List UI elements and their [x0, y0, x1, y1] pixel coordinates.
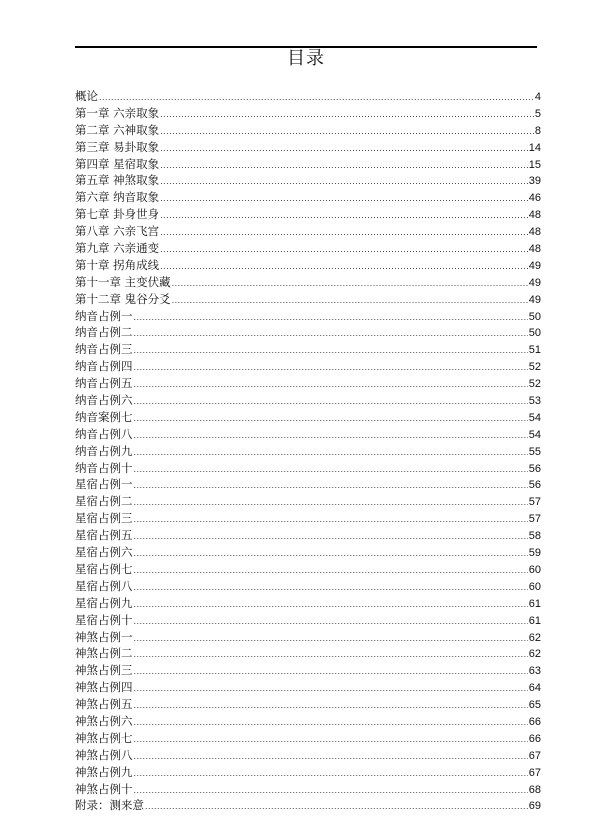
- toc-entry-page-number: 39: [528, 175, 541, 188]
- toc-entry-page-number: 57: [528, 496, 541, 509]
- toc-entry-page-number: 61: [528, 614, 541, 627]
- toc-entry-page-number: 59: [528, 547, 541, 560]
- toc-entry[interactable]: [75, 375, 541, 392]
- toc-entry-page-number: 4: [534, 91, 541, 103]
- toc-entry[interactable]: [75, 426, 541, 443]
- dot-leader: [134, 410, 528, 427]
- toc-entry-label: 第七章 卦身世身: [75, 207, 160, 222]
- toc-entry[interactable]: [75, 662, 541, 679]
- toc-entry-page-number: 54: [528, 428, 541, 441]
- toc-entry-label: 神煞占例十: [75, 781, 133, 796]
- dot-leader: [134, 461, 528, 478]
- toc-entry-label: 星宿占例一: [75, 477, 133, 492]
- dot-leader: [99, 89, 534, 106]
- toc-entry-page-number: 8: [534, 124, 541, 137]
- toc-entry-page-number: 5: [534, 107, 541, 120]
- toc-entry-label: 神煞占例五: [75, 697, 133, 712]
- toc-entry-label: 第十二章 鬼谷分爻: [75, 291, 171, 306]
- toc-entry-label: 纳音占例二: [75, 325, 133, 340]
- toc-entry[interactable]: [75, 189, 541, 206]
- toc-entry-page-number: 68: [528, 783, 541, 796]
- toc-entry-page-number: 64: [528, 682, 541, 695]
- toc-entry-label: 第四章 星宿取象: [75, 156, 160, 171]
- toc-entry[interactable]: [75, 764, 541, 781]
- toc-entry[interactable]: [75, 223, 541, 240]
- dot-leader: [134, 393, 528, 410]
- dot-leader: [134, 782, 528, 799]
- toc-entry-label: 第五章 神煞取象: [75, 173, 160, 188]
- toc-entry-page-number: 52: [528, 378, 541, 391]
- toc-entry-page-number: 60: [528, 563, 541, 576]
- toc-entry-label: 星宿占例八: [75, 578, 133, 593]
- toc-entry[interactable]: [75, 696, 541, 713]
- toc-list: [75, 88, 541, 814]
- dot-leader: [134, 748, 528, 765]
- toc-entry-page-number: 62: [528, 631, 541, 644]
- dot-leader: [134, 376, 528, 393]
- toc-entry-label: 附录：测来意: [75, 798, 144, 813]
- toc-entry[interactable]: [75, 206, 541, 223]
- dot-leader: [134, 613, 528, 630]
- dot-leader: [134, 528, 528, 545]
- dot-leader: [172, 275, 528, 292]
- dot-leader: [134, 579, 528, 596]
- dot-leader: [134, 511, 528, 528]
- toc-entry-label: 神煞占例二: [75, 646, 133, 661]
- toc-entry-page-number: 67: [528, 749, 541, 762]
- dot-leader: [134, 680, 528, 697]
- toc-entry-label: 星宿占例七: [75, 561, 133, 576]
- dot-leader: [160, 207, 528, 224]
- toc-entry[interactable]: [75, 476, 541, 493]
- dot-leader: [134, 596, 528, 613]
- dot-leader: [134, 342, 528, 359]
- toc-entry-page-number: 66: [528, 732, 541, 745]
- toc-entry-label: 神煞占例四: [75, 680, 133, 695]
- toc-entry-label: 纳音案例七: [75, 409, 133, 424]
- toc-entry[interactable]: [75, 156, 541, 173]
- toc-entry-label: 星宿占例六: [75, 545, 133, 560]
- toc-entry[interactable]: [75, 730, 541, 747]
- toc-entry-page-number: 54: [528, 411, 541, 424]
- toc-entry-page-number: 15: [528, 158, 541, 171]
- dot-leader: [134, 765, 528, 782]
- toc-entry-label: 第八章 六亲飞宫: [75, 224, 160, 239]
- toc-entry-label: 第十章 拐角成线: [75, 257, 160, 272]
- toc-entry-page-number: 49: [528, 259, 541, 272]
- toc-entry-page-number: 50: [528, 327, 541, 340]
- toc-entry-page-number: 60: [528, 580, 541, 593]
- toc-entry-page-number: 48: [528, 226, 541, 239]
- dot-leader: [134, 444, 528, 461]
- toc-entry-page-number: 51: [528, 344, 541, 357]
- toc-entry[interactable]: [75, 527, 541, 544]
- toc-entry-label: 星宿占例九: [75, 595, 133, 610]
- toc-entry[interactable]: [75, 308, 541, 325]
- dot-leader: [160, 258, 528, 275]
- toc-entry[interactable]: [75, 561, 541, 578]
- dot-leader: [134, 663, 528, 680]
- toc-entry[interactable]: [75, 358, 541, 375]
- toc-entry-label: 第一章 六亲取象: [75, 105, 160, 120]
- dot-leader: [134, 545, 528, 562]
- toc-entry-label: 星宿占例十: [75, 612, 133, 627]
- toc-entry-page-number: 56: [528, 479, 541, 492]
- toc-entry-page-number: 49: [528, 293, 541, 306]
- toc-entry[interactable]: [75, 291, 541, 308]
- toc-entry[interactable]: [75, 645, 541, 662]
- dot-leader: [134, 477, 528, 494]
- toc-entry-label: 纳音占例一: [75, 308, 133, 323]
- dot-leader: [134, 325, 528, 342]
- toc-entry-label: 神煞占例三: [75, 663, 133, 678]
- toc-entry-label: 纳音占例十: [75, 460, 133, 475]
- toc-entry[interactable]: [75, 240, 541, 257]
- toc-entry-label: 神煞占例六: [75, 713, 133, 728]
- toc-entry-page-number: 46: [528, 192, 541, 205]
- toc-entry-label: 神煞占例八: [75, 747, 133, 762]
- toc-entry-page-number: 55: [528, 445, 541, 458]
- toc-entry-label: 星宿占例五: [75, 528, 133, 543]
- toc-entry-label: 第三章 易卦取象: [75, 139, 160, 154]
- toc-entry-label: 第二章 六神取象: [75, 122, 160, 137]
- toc-entry-page-number: 62: [528, 648, 541, 661]
- toc-entry-label: 纳音占例三: [75, 342, 133, 357]
- toc-entry-page-number: 52: [528, 361, 541, 374]
- dot-leader: [160, 224, 528, 241]
- toc-entry[interactable]: [75, 105, 541, 122]
- dot-leader: [160, 140, 528, 157]
- toc-entry-label: 第九章 六亲通变: [75, 241, 160, 256]
- toc-entry-label: 概论: [75, 89, 98, 103]
- dot-leader: [134, 309, 528, 326]
- dot-leader: [134, 359, 528, 376]
- toc-entry[interactable]: [75, 781, 541, 798]
- toc-entry[interactable]: [75, 679, 541, 696]
- toc-entry[interactable]: [75, 122, 541, 139]
- toc-entry-label: 神煞占例九: [75, 764, 133, 779]
- toc-entry-page-number: 58: [528, 530, 541, 543]
- toc-entry[interactable]: [75, 578, 541, 595]
- toc-entry[interactable]: [75, 172, 541, 189]
- toc-entry-page-number: 48: [528, 209, 541, 222]
- dot-leader: [172, 292, 528, 309]
- dot-leader: [134, 697, 528, 714]
- toc-entry-label: 纳音占例八: [75, 426, 133, 441]
- toc-entry[interactable]: [75, 88, 541, 105]
- toc-entry-page-number: 53: [528, 395, 541, 408]
- toc-entry[interactable]: [75, 274, 541, 291]
- toc-entry-page-number: 50: [528, 310, 541, 323]
- toc-entry-page-number: 48: [528, 243, 541, 256]
- dot-leader: [160, 106, 534, 123]
- toc-entry[interactable]: [75, 324, 541, 341]
- dot-leader: [134, 646, 528, 663]
- dot-leader: [160, 190, 528, 207]
- toc-entry[interactable]: [75, 493, 541, 510]
- toc-entry-label: 第十一章 主变伏藏: [75, 274, 171, 289]
- dot-leader: [145, 798, 528, 815]
- toc-entry[interactable]: [75, 612, 541, 629]
- toc-entry-label: 神煞占例一: [75, 629, 133, 644]
- toc-entry-page-number: 14: [528, 141, 541, 154]
- toc-entry-page-number: 56: [528, 462, 541, 475]
- toc-entry-label: 纳音占例五: [75, 376, 133, 391]
- toc-entry-label: 星宿占例三: [75, 511, 133, 526]
- toc-entry-page-number: 69: [528, 800, 541, 813]
- toc-entry[interactable]: [75, 409, 541, 426]
- dot-leader: [134, 714, 528, 731]
- dot-leader: [160, 241, 528, 258]
- dot-leader: [160, 173, 528, 190]
- toc-entry-label: 纳音占例九: [75, 443, 133, 458]
- toc-entry[interactable]: [75, 747, 541, 764]
- toc-entry-page-number: 57: [528, 513, 541, 526]
- dot-leader: [160, 123, 534, 140]
- dot-leader: [134, 562, 528, 579]
- toc-title: 目录: [287, 48, 325, 69]
- toc-entry[interactable]: [75, 257, 541, 274]
- toc-entry[interactable]: [75, 460, 541, 477]
- toc-entry-label: 第六章 纳音取象: [75, 190, 160, 205]
- toc-entry[interactable]: [75, 510, 541, 527]
- toc-entry-page-number: 61: [528, 597, 541, 610]
- toc-entry[interactable]: [75, 797, 541, 814]
- toc-entry-label: 纳音占例四: [75, 359, 133, 374]
- toc-entry[interactable]: [75, 392, 541, 409]
- toc-entry[interactable]: [75, 713, 541, 730]
- toc-entry-page-number: 65: [528, 699, 541, 712]
- toc-entry[interactable]: [75, 595, 541, 612]
- dot-leader: [134, 427, 528, 444]
- toc-entry-label: 纳音占例六: [75, 393, 133, 408]
- dot-leader: [134, 630, 528, 647]
- dot-leader: [134, 494, 528, 511]
- toc-entry[interactable]: [75, 443, 541, 460]
- toc-entry[interactable]: [75, 139, 541, 156]
- toc-entry[interactable]: [75, 629, 541, 646]
- toc-entry-page-number: 63: [528, 665, 541, 678]
- toc-entry[interactable]: [75, 544, 541, 561]
- toc-entry[interactable]: [75, 341, 541, 358]
- toc-entry-page-number: 66: [528, 715, 541, 728]
- toc-entry-page-number: 49: [528, 276, 541, 289]
- dot-leader: [134, 731, 528, 748]
- toc-entry-page-number: 67: [528, 766, 541, 779]
- dot-leader: [160, 157, 528, 174]
- toc-entry-label: 神煞占例七: [75, 730, 133, 745]
- toc-entry-label: 星宿占例二: [75, 494, 133, 509]
